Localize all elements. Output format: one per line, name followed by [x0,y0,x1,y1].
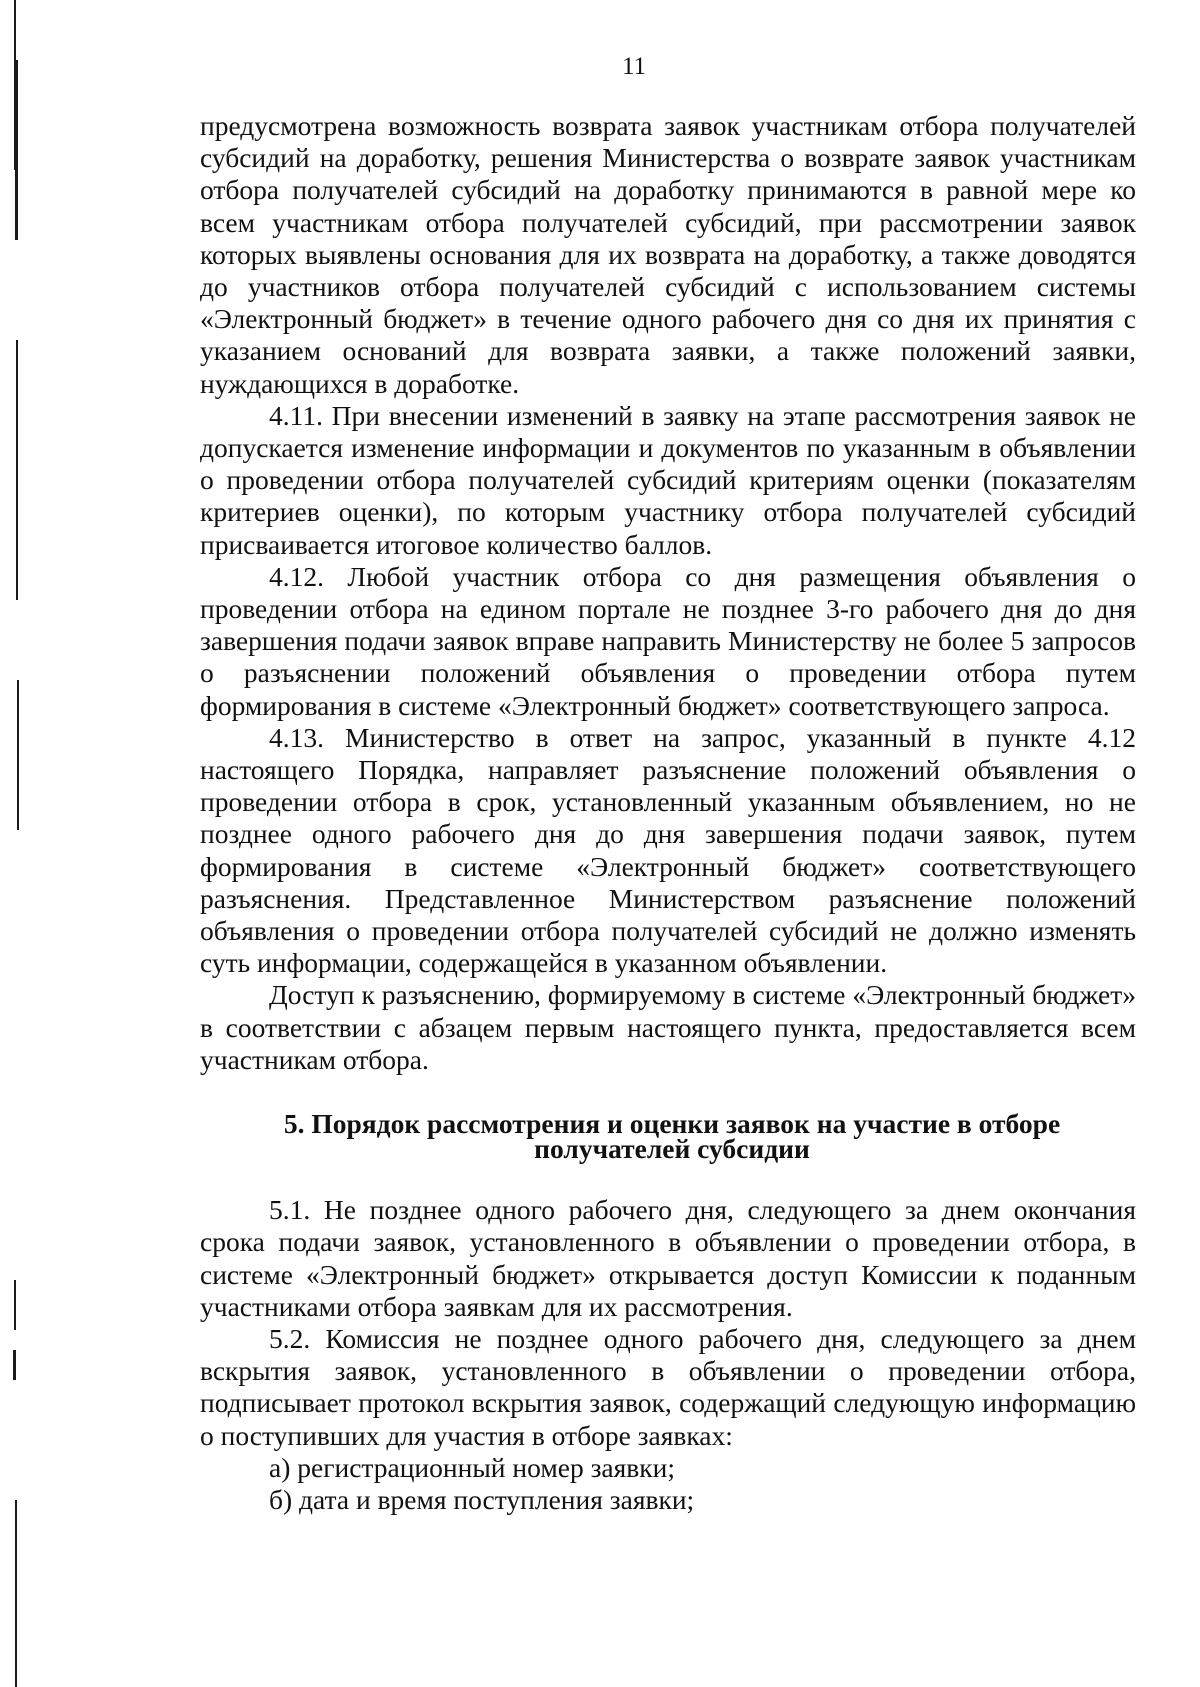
paragraph-4-12: 4.12. Любой участник отбора со дня размещения объявления о проведении отбора на едином портале не позднее 3-го рабочего дня до дня завершения подачи заявок вправе направить Министерству не более 5 запросов о разъяснении положений объявления о проведении отбора путем формирования в системе «Электронный бюджет» соответствующего запроса. [200,560,1136,721]
paragraph-continuation: предусмотрена возможность возврата заявок участникам отбора получателей субсидий на доработку, решения Министерства о возврате заявок участникам отбора получателей субсидий на доработку принимаются в равной мере ко всем участникам отбора получателей субсидий, при рассмотрении заявок которых выявлены основания для их возврата на доработку, а также доводятся до участников отбора получателей субсидий с использованием системы «Электронный бюджет» в течение одного рабочего дня со дня их принятия с указанием оснований для возврата заявки, а также положений заявки, нуждающихся в доработке. [200,110,1136,399]
section-heading-line-1: 5. Порядок рассмотрения и оценки заявок на участие в отборе [283,1108,1061,1140]
paragraph-4-13-access: Доступ к разъяснению, формируемому в системе «Электронный бюджет» в соответствии с абзацем первым настоящего пункта, предоставляется всем участникам отбора. [200,979,1136,1075]
section-heading-line-2: получателей субсидии [534,1133,810,1165]
paragraph-4-13: 4.13. Министерство в ответ на запрос, указанный в пункте 4.12 настоящего Порядка, направляет разъяснение положений объявления о проведении отбора в срок, установленный указанным объявлением, но не позднее одного рабочего дня до дня завершения подачи заявок, путем формирования в системе «Электронный бюджет» соответствующего разъяснения. Представленное Министерством разъяснение положений объявления о проведении отбора получателей субсидий не должно изменять суть информации, содержащейся в указанном объявлении. [200,721,1136,979]
section-heading [200,1108,1136,1165]
list-item-a: а) регистрационный номер заявки; [269,1451,675,1483]
paragraph-4-11: 4.11. При внесении изменений в заявку на этапе рассмотрения заявок не допускается изменение информации и документов по указанным в объявлении о проведении отбора получателей субсидий критериям оценки (показателям критериев оценки), по которым участнику отбора получателей субсидий присваивается итоговое количество баллов. [200,399,1136,560]
paragraph-5-1: 5.1. Не позднее одного рабочего дня, следующего за днем окончания срока подачи заявок, установленного в объявлении о проведении отбора, в системе «Электронный бюджет» открывается доступ Комиссии к поданным участниками отбора заявкам для их рассмотрения. [200,1194,1136,1322]
page-number: 11 [621,53,647,80]
scan-edge-artifact [0,0,22,1687]
document-body [200,110,1136,1516]
list-item-b: б) дата и время поступления заявки; [269,1483,695,1515]
paragraph-5-2: 5.2. Комиссия не позднее одного рабочего дня, следующего за днем вскрытия заявок, установленного в объявлении о проведении отбора, подписывает протокол вскрытия заявок, содержащий следующую информацию о поступивших для участия в отборе заявках: [200,1322,1136,1451]
